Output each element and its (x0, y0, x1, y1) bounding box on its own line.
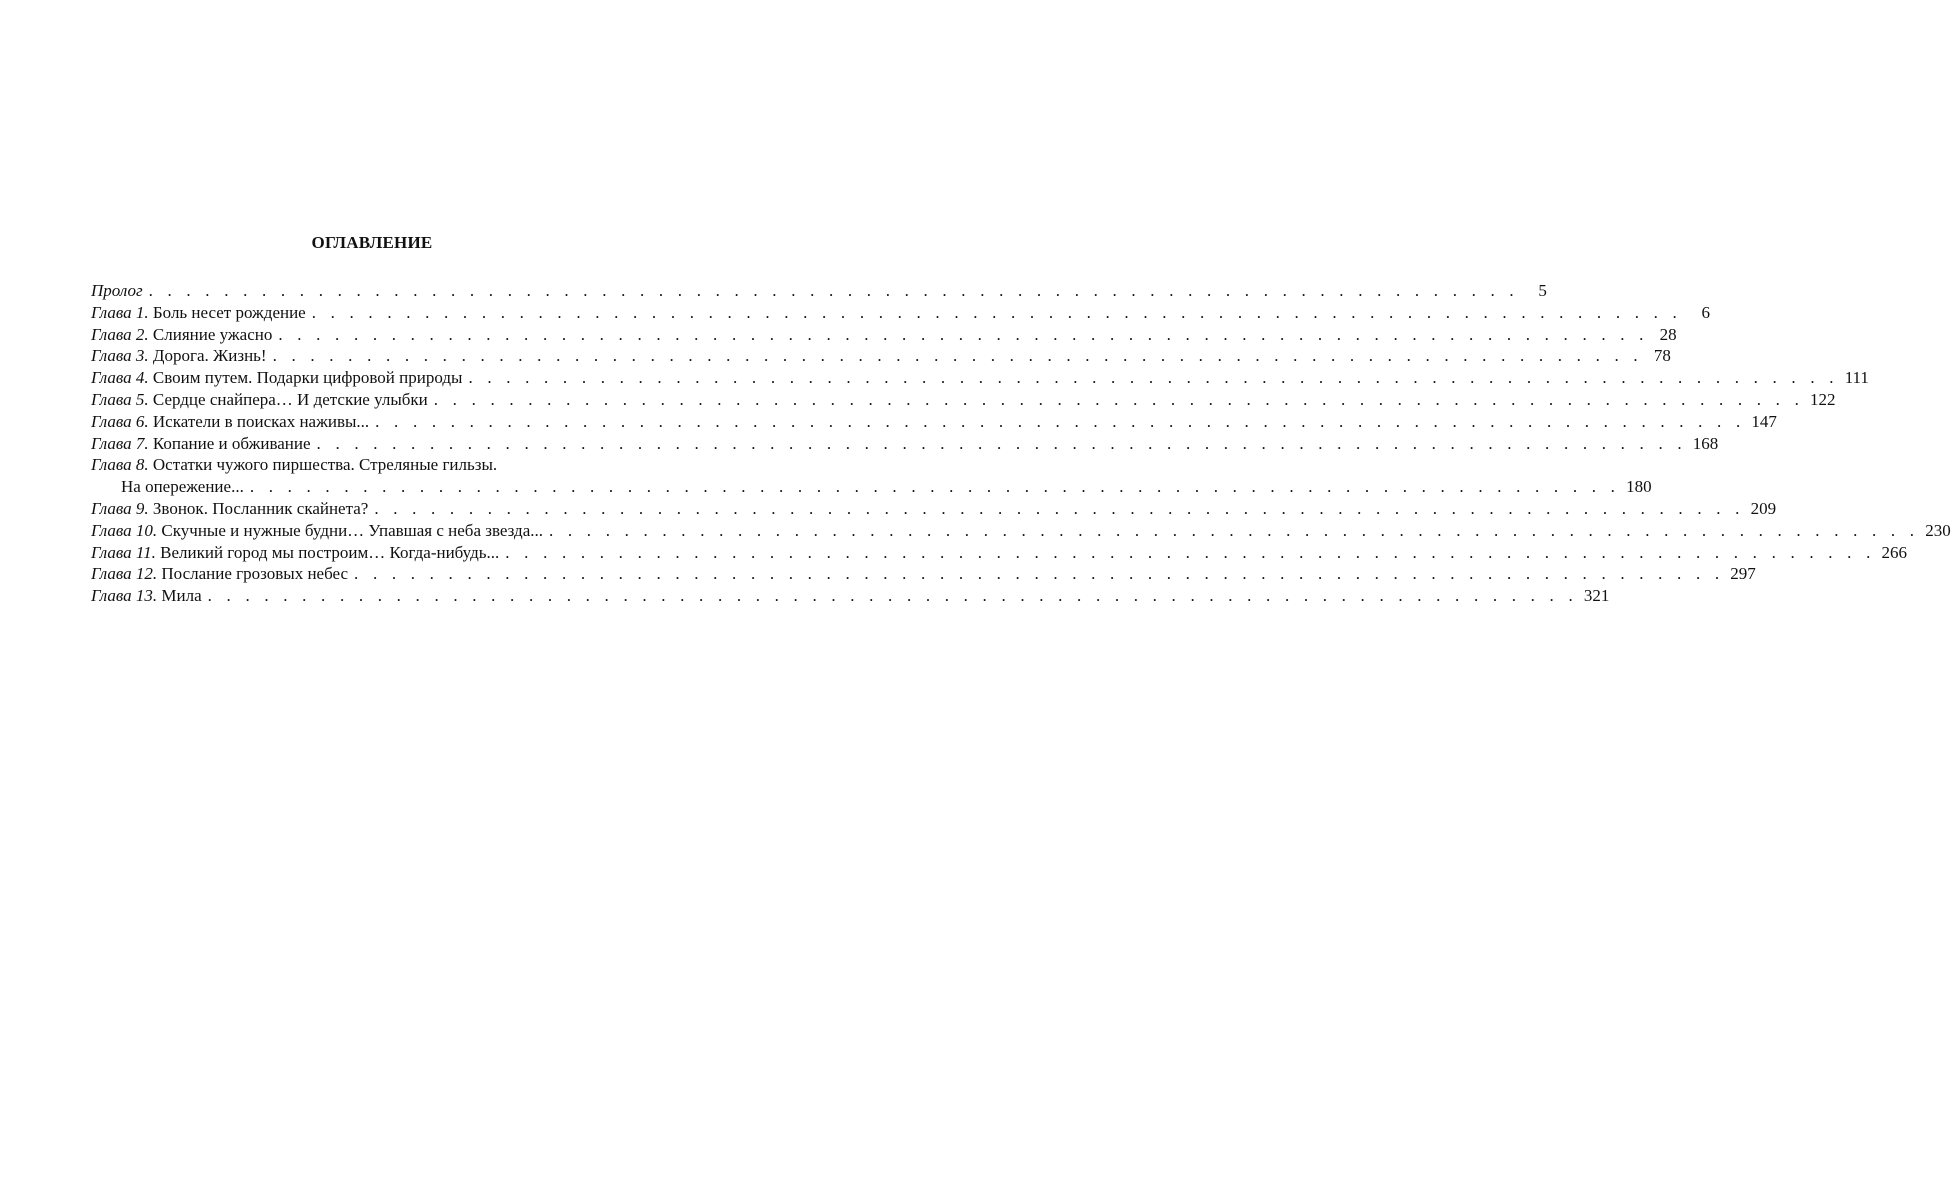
dot-leader: . . . . . . . . . . . . . . . . . . . . . . . . . . . . . . . . . . . . . . . . . . . . . . . . . . . . . . . . . . . . . . . . . . . . . . . . . (316, 433, 1687, 453)
toc-entry-prefix: Глава 8. (91, 455, 149, 475)
toc-entry-chapter-8[interactable] (91, 454, 1652, 498)
toc-entry-prefix: Глава 11. (91, 542, 156, 562)
dot-leader: . . . . . . . . . . . . . . . . . . . . . . . . . . . . . . . . . . . . . . . . . . . . . . . . . . . . . . . . . . . . . . . . . . . . . . . . . (272, 346, 1643, 366)
toc-page-number: 297 (1730, 564, 1756, 584)
toc-page-number: 147 (1751, 411, 1777, 431)
toc-page-number: 28 (1659, 324, 1677, 344)
toc-entry-label (91, 542, 499, 564)
toc-entry-chapter-4[interactable] (91, 367, 1869, 389)
dot-leader: . . . . . . . . . . . . . . . . . . . . . . . . . . . . . . . . . . . . . . . . . . . . . . . . . . . . . . . . . . . . . . . . . . . . . . . . . (375, 411, 1746, 431)
toc-page-number: 168 (1692, 433, 1719, 453)
toc-entry-title: Скучные и нужные будни… Упавшая с неба звезда... (161, 520, 543, 540)
toc-entry-chapter-1[interactable] (91, 302, 1710, 324)
toc-entry-prefix: Глава 1. (91, 302, 149, 322)
toc-entry-chapter-11[interactable] (91, 542, 1908, 564)
toc-entry-prefix: Глава 10. (91, 520, 158, 540)
toc-entry-prefix: Глава 4. (91, 368, 149, 388)
toc-entry-prefix: Глава 9. (91, 498, 149, 518)
toc-entry-title: Звонок. Посланник скайнета? (152, 498, 369, 518)
dot-leader: . . . . . . . . . . . . . . . . . . . . . . . . . . . . . . . . . . . . . . . . . . . . . . . . . . . . . . . . . . . . . . . . . . . . . . . . . (249, 477, 1621, 497)
toc-entry-prefix: Глава 5. (91, 389, 149, 409)
toc-entry-prefix: Глава 3. (91, 346, 149, 366)
toc-page-number: 266 (1881, 542, 1908, 562)
table-of-contents (91, 228, 1951, 607)
toc-entry-prologue[interactable] (91, 280, 1547, 302)
toc-page-number: 111 (1844, 368, 1869, 388)
toc-page-number: 321 (1583, 586, 1610, 606)
toc-entry-label (91, 280, 143, 302)
toc-entry-prefix: Глава 12. (91, 564, 158, 584)
toc-entry-label (91, 302, 306, 324)
toc-page-number: 5 (1538, 281, 1547, 300)
toc-entry-prefix: Глава 6. (91, 411, 149, 431)
toc-page-number: 122 (1810, 389, 1836, 409)
toc-entry-chapter-5[interactable] (91, 389, 1836, 411)
toc-entry-title: Слияние ужасно (152, 324, 273, 344)
toc-entry-chapter-12[interactable] (91, 563, 1756, 585)
toc-page-number: 230 (1925, 520, 1951, 540)
toc-entry-label (91, 389, 428, 411)
toc-page-number: 78 (1653, 346, 1671, 366)
toc-entry-title: Дорога. Жизнь! (152, 346, 267, 366)
toc-entry-chapter-10[interactable] (91, 520, 1951, 542)
toc-entry-label (91, 454, 653, 476)
dot-leader: . . . . . . . . . . . . . . . . . . . . . . . . . . . . . . . . . . . . . . . . . . . . . . . . . . . . . . . . . . . . . . . . . . . . . . . . . (505, 542, 1876, 562)
toc-list (91, 280, 1951, 607)
dot-leader: . . . . . . . . . . . . . . . . . . . . . . . . . . . . . . . . . . . . . . . . . . . . . . . . . . . . . . . . . . . . . . . . . . . . . . . . . (374, 498, 1745, 518)
toc-entry-label (91, 324, 272, 346)
toc-entry-label (91, 585, 202, 607)
toc-entry-label (91, 411, 369, 433)
toc-entry-prefix: Глава 7. (91, 433, 149, 453)
dot-leader: . . . . . . . . . . . . . . . . . . . . . . . . . . . . . . . . . . . . . . . . . . . . . . . . . . . . . . . . . . . . . . . . . . . . . . . . . (433, 389, 1805, 409)
toc-entry-chapter-9[interactable] (91, 498, 1777, 520)
toc-entry-title: Искатели в поисках наживы... (152, 411, 370, 431)
toc-entry-title: Остатки чужого пиршества. Стреляные гильзы. (152, 455, 498, 475)
toc-entry-continuation (91, 476, 1652, 498)
toc-page-number: 6 (1701, 302, 1710, 322)
toc-page-number: 209 (1750, 498, 1777, 518)
toc-page-number: 180 (1626, 477, 1652, 497)
toc-entry-prefix: Глава 13. (91, 586, 158, 606)
toc-entry-chapter-7[interactable] (91, 433, 1719, 455)
toc-entry-label (91, 498, 368, 520)
toc-entry-label (91, 367, 462, 389)
toc-entry-label (91, 563, 348, 585)
toc-entry-chapter-13[interactable] (91, 585, 1610, 607)
dot-leader: . . . . . . . . . . . . . . . . . . . . . . . . . . . . . . . . . . . . . . . . . . . . . . . . . . . . . . . . . . . . . . . . . . . . . . . . . (148, 281, 1519, 300)
dot-leader: . . . . . . . . . . . . . . . . . . . . . . . . . . . . . . . . . . . . . . . . . . . . . . . . . . . . . . . . . . . . . . . . . . . . . . . . . (278, 324, 1649, 344)
toc-entry-label (91, 345, 267, 367)
toc-entry-title: Сердце снайпера… И детские улыбки (152, 389, 428, 409)
toc-entry-title-continued: На опережение... (121, 477, 244, 497)
dot-leader: . . . . . . . . . . . . . . . . . . . . . . . . . . . . . . . . . . . . . . . . . . . . . . . . . . . . . . . . . . . . . . . . . . . . . . . . . (354, 564, 1725, 584)
toc-entry-label (91, 520, 543, 542)
toc-entry-prefix: Пролог (91, 281, 143, 300)
toc-entry-title: Послание грозовых небес (161, 564, 349, 584)
toc-entry-title: Великий город мы построим… Когда-нибудь... (160, 542, 500, 562)
toc-entry-title: Мила (161, 586, 202, 606)
toc-entry-label (91, 433, 311, 455)
toc-entry-title: Боль несет рождение (152, 302, 306, 322)
toc-entry-prefix: Глава 2. (91, 324, 149, 344)
toc-entry-chapter-6[interactable] (91, 411, 1777, 433)
toc-entry-chapter-3[interactable] (91, 345, 1671, 367)
toc-entry-title: Своим путем. Подарки цифровой природы (152, 368, 463, 388)
dot-leader: . . . . . . . . . . . . . . . . . . . . . . . . . . . . . . . . . . . . . . . . . . . . . . . . . . . . . . . . . . . . . . . . . . . . . . . . . (311, 302, 1682, 322)
page-title: ОГЛАВЛЕНИЕ (311, 233, 433, 252)
toc-entry-chapter-2[interactable] (91, 324, 1677, 346)
dot-leader: . . . . . . . . . . . . . . . . . . . . . . . . . . . . . . . . . . . . . . . . . . . . . . . . . . . . . . . . . . . . . . . . . . . . . . . . . (207, 586, 1578, 606)
dot-leader: . . . . . . . . . . . . . . . . . . . . . . . . . . . . . . . . . . . . . . . . . . . . . . . . . . . . . . . . . . . . . . . . . . . . . . . . . (549, 520, 1920, 540)
dot-leader: . . . . . . . . . . . . . . . . . . . . . . . . . . . . . . . . . . . . . . . . . . . . . . . . . . . . . . . . . . . . . . . . . . . . . . . . . (468, 368, 1839, 388)
toc-entry-title: Копание и обживание (152, 433, 311, 453)
